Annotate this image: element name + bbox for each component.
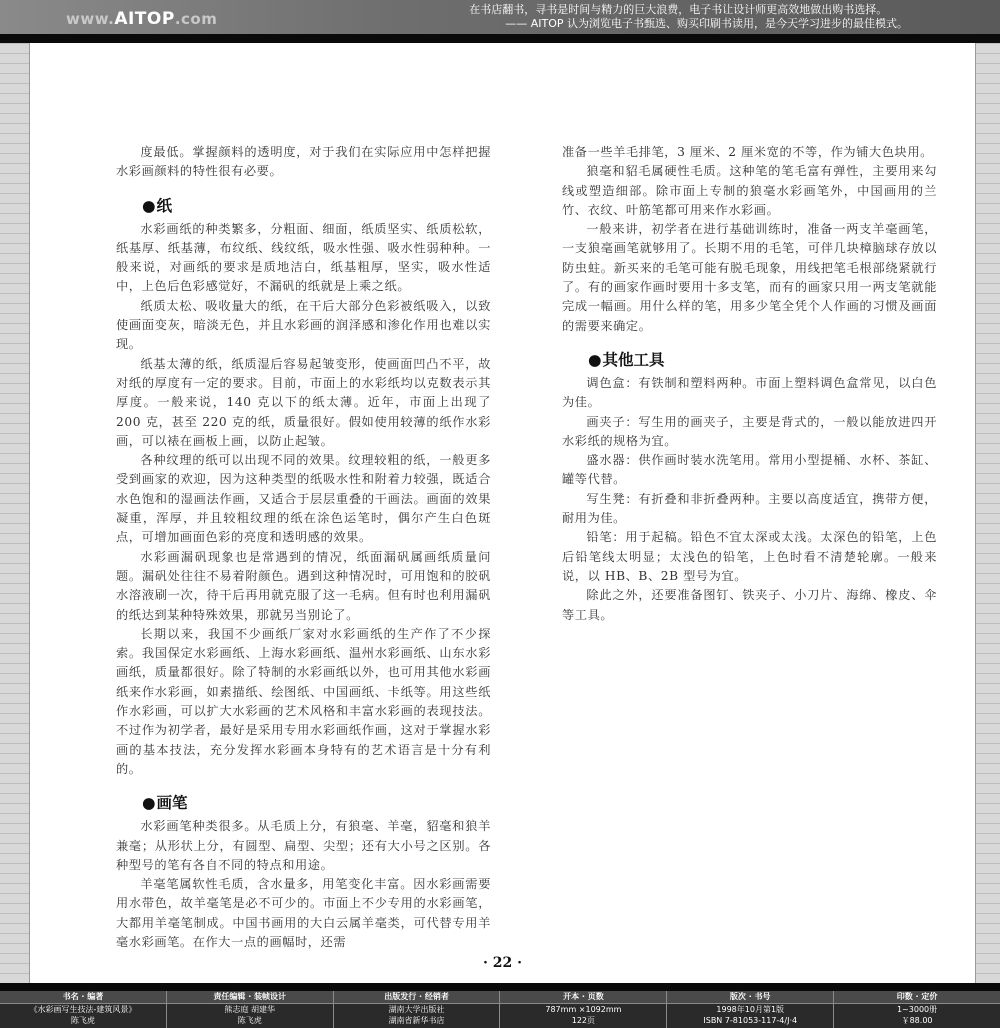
slogan-line-2: —— AITOP 认为浏览电子书甄选、购买印刷书读用，是今天学习进步的最佳模式。 [505, 17, 908, 30]
site-logo[interactable]: www.AITOP.com [66, 9, 218, 29]
paragraph: 画夹子：写生用的画夹子，主要是背式的，一般以能放进四开水彩纸的规格为宜。 [562, 414, 937, 448]
right-column [562, 143, 937, 625]
paragraph: 水彩画漏矾现象也是常遇到的情况，纸面漏矾属画纸质量问题。漏矾处往往不易着附颜色。遇到这种情况时，可用饱和的胶矾水溶液刷一次，待干后再用就克服了这一毛病。但有时也利用漏矾的纸达到某种特殊效果，那就另当别论了。 [116, 549, 491, 622]
paragraph: 纸质太松、吸收量大的纸，在干后大部分色彩被纸吸入，以致使画面变灰，暗淡无色，并且水彩画的润泽感和渗化作用也难以实现。 [116, 298, 491, 352]
paragraph: 水彩画纸的种类繁多，分粗面、细面，纸质坚实、纸质松软，纸基厚、纸基薄，布纹纸、线纹纸，吸水性强、吸水性弱种种。一般来说，对画纸的要求是质地洁白，纸基粗厚，坚实，吸水性适中，上色后色彩感觉好，不漏矾的纸就是上乘之纸。 [116, 221, 491, 294]
slogan-line-1: 在书店翻书，寻书是时间与精力的巨大浪费，电子书让设计师更高效地做出购书选择。 [469, 3, 888, 16]
banner-slogan [469, 3, 908, 31]
footer-cell-print-price: 印数 · 定价 1~3000册 ￥88.00 [834, 991, 1000, 1028]
section-heading-brush: ●画笔 [142, 794, 188, 813]
page-number: · 22 · [483, 955, 522, 971]
bullet-dot-icon: ● [588, 350, 602, 369]
paragraph: 各种纹理的纸可以出现不同的效果。纹理较粗的纸，一般更多受到画家的欢迎，因为这种类型的纸吸水性和附着力较强，既适合水色饱和的湿画法作画，又适合于层层重叠的干画法。画面的效果凝重，浑厚，并且较粗纹理的纸在涂色运笔时，偶尔产生白色斑点，可增加画面色彩的亮度和透明感的效果。 [116, 453, 491, 545]
section-heading-other-tools: ●其他工具 [588, 350, 665, 369]
book-info-table [0, 991, 1000, 1028]
left-column [116, 143, 491, 952]
paragraph: 水彩画笔种类很多。从毛质上分，有狼毫、羊毫，貂毫和狼羊兼毫；从形状上分，有圆型、扁型、尖型；还有大小号之区别。各种型号的笔有各自不同的特点和用途。 [116, 819, 491, 872]
paragraph: 长期以来，我国不少画纸厂家对水彩画纸的生产作了不少探索。我国保定水彩画纸、上海水彩画纸、温州水彩画纸、山东水彩画纸，质量都很好。除了特制的水彩画纸以外，也可用其他水彩画纸来作水彩画，如素描纸、绘图纸、中国画纸、卡纸等。用这些纸作水彩画，可以扩大水彩画的艺术风格和丰富水彩画的表现技法。不过作为初学者，最好是采用专用水彩画纸作画，这对于掌握水彩画的基本技法，充分发挥水彩画本身特有的艺术语言是十分有利的。 [116, 626, 491, 776]
paragraph: 纸基太薄的纸，纸质湿后容易起皱变形，使画面凹凸不平，故对纸的厚度有一定的要求。目前，市面上的水彩纸均以克数表示其厚度。一般来说，140 克以下的纸太薄。近年，市面上出现了 200 克，甚至 220 克的纸，质量很好。假如使用较薄的纸作水彩画，可以裱在画板上画，以防止起皱。 [116, 356, 491, 448]
top-banner [0, 0, 1000, 34]
footer-cell-edition-isbn: 版次 · 书号 1998年10月第1版 ISBN 7-81053-117-4/J·4 [667, 991, 834, 1028]
footer-cell-editors: 责任编辑 · 装帧设计 熊志庭 胡建华 陈飞虎 [167, 991, 334, 1028]
paragraph: 除此之外，还要准备图钉、铁夹子、小刀片、海绵、橡皮、伞等工具。 [562, 588, 937, 622]
continuation-paragraph: 准备一些羊毛排笔，3 厘米、2 厘米宽的不等，作为铺大色块用。 [562, 145, 933, 159]
bullet-dot-icon: ● [142, 196, 156, 215]
paragraph: 调色盒：有铁制和塑料两种。市面上塑料调色盒常见，以白色为佳。 [562, 375, 937, 410]
paragraph: 写生凳：有折叠和非折叠两种。主要以高度适宜，携带方便，耐用为佳。 [562, 491, 937, 526]
paragraph: 羊毫笔属软性毛质，含水量多，用笔变化丰富。因水彩画需要用水带色，故羊毫笔是必不可少的。市面上不少专用的水彩画笔，大都用羊毫笔制成。中国书画用的大白云属羊毫类，可代替专用羊毫水彩画笔。在作大一点的画幅时，还需 [116, 877, 491, 949]
right-margin-stripes [974, 43, 1000, 983]
paragraph: 一般来讲，初学者在进行基础训练时，准备一两支羊毫画笔，一支狼毫画笔就够用了。长期不用的毛笔，可伴几块樟脑球存放以防虫蛀。新买来的毛笔可能有脱毛现象，用线把笔毛根部绕紧就行了。有的画家作画时要用十多支笔，而有的画家只用一两支笔就能完成一幅画。用什么样的笔，用多少笔全凭个人作画的习惯及画面的需要来确定。 [562, 222, 937, 333]
intro-paragraph: 度最低。掌握颜料的透明度，对于我们在实际应用中怎样把握水彩画颜料的特性很有必要。 [116, 145, 491, 179]
header-divider [0, 34, 1000, 43]
paragraph: 狼毫和貂毛属硬性毛质。这种笔的笔毛富有弹性，主要用来勾线或塑造细部。除市面上专制的狼毫水彩画笔外，中国画用的兰竹、衣纹、叶筋笔都可用来作水彩画。 [562, 164, 937, 217]
footer-cell-title-author: 书名 · 编著 《水彩画写生技法-建筑风景》 陈飞虎 [0, 991, 167, 1028]
footer-cell-format-pages: 开本 · 页数 787mm ×1092mm 122页 [500, 991, 667, 1028]
paragraph: 盛水器：供作画时装水洗笔用。常用小型提桶、水杯、茶缸、罐等代替。 [562, 453, 937, 487]
bullet-dot-icon: ● [142, 794, 156, 813]
section-heading-paper: ●纸 [142, 196, 173, 215]
footer-cell-publisher: 出版发行 · 经销者 湖南大学出版社 湖南省新华书店 [334, 991, 501, 1028]
footer-info-bar [0, 983, 1000, 1028]
paragraph: 铅笔：用于起稿。铅色不宜太深或太浅。太深色的铅笔，上色后铅笔线太明显；太浅色的铅笔，上色时看不清楚轮廓。一般来说，以 HB、B、2B 型号为宜。 [562, 530, 937, 583]
left-margin-stripes [0, 43, 29, 983]
book-page [29, 43, 976, 983]
